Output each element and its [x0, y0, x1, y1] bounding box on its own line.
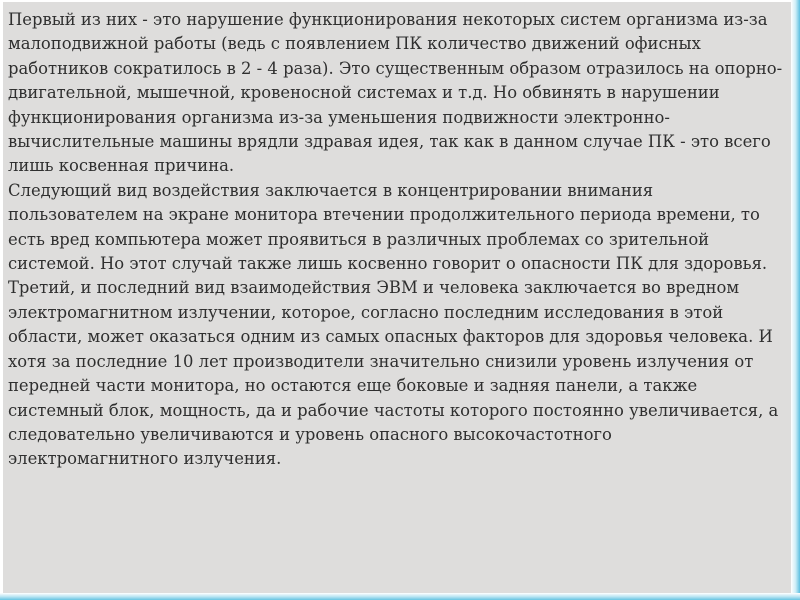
paragraph-radiation: Третий, и последний вид взаимодействия ЭВМ и человека заключается во вредном электромагнитном излучении, которое, согласно последним исследования в этой области, может оказаться одним из самых опасных факторов для здоровья человека. И хотя за последние 10 лет производители значительно снизили уровень излучения от передней части монитора, но остаются еще боковые и задняя панели, а также системный блок, мощность, да и рабочие частоты которого постоянно увеличивается, а следовательно увеличиваются и уровень опасного высокочастотного электромагнитного излучения.: [8, 278, 779, 469]
text-box: [3, 2, 792, 594]
decorative-right-edge: [791, 0, 800, 600]
paragraph-eye-strain: Следующий вид воздействия заключается в концентрировании внимания пользователем на экране монитора втечении продолжительного периода времени, то есть вред компьютера может проявиться в различных проблемах со зрительной системой. Но этот случай также лишь косвенно говорит о опасности ПК для здоровья.: [8, 180, 768, 274]
decorative-bottom-edge: [0, 593, 800, 600]
paragraph-sedentary-work: Первый из них - это нарушение функционирования некоторых систем организма из-за малоподвижной работы (ведь с появлением ПК количество движений офисных работников сократилось в 2 - 4 раза). Это существенным образом отразилось на опорно-двигательной, мышечной, кровеносной системах и т.д. Но обвинять в нарушении функционирования организма из-за уменьшения подвижности электронно-вычислительные машины врядли здравая идея, так как в данном случае ПК - это всего лишь косвенная причина.: [8, 10, 783, 176]
